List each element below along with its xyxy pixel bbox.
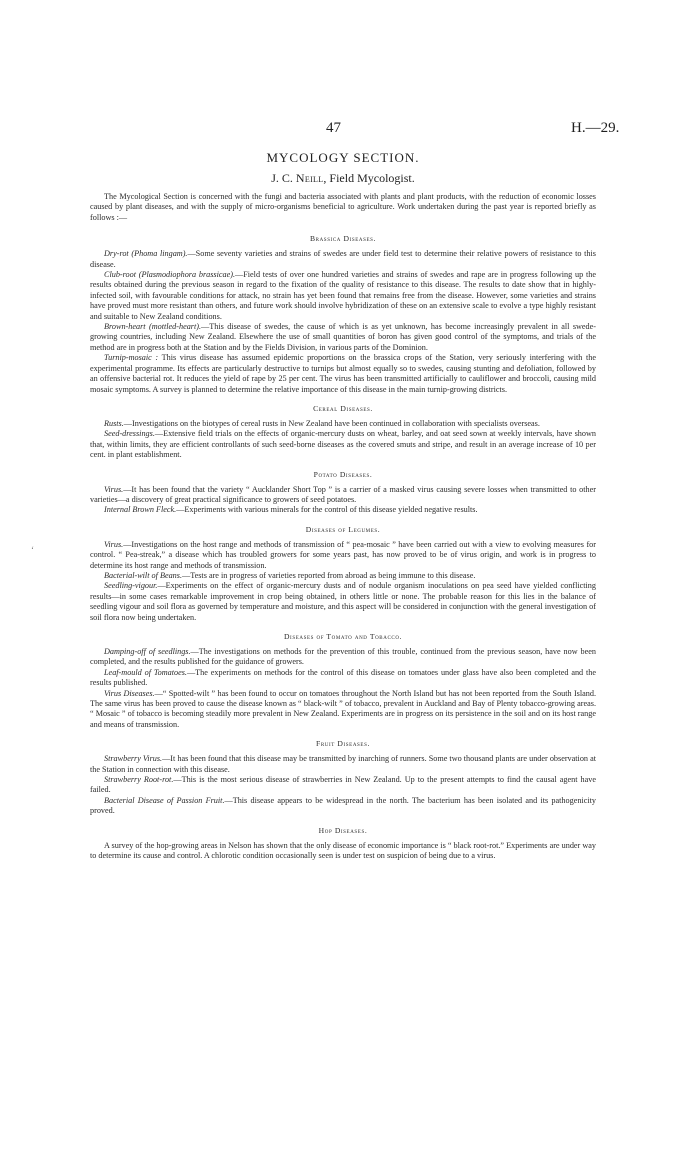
body-paragraph	[90, 322, 596, 353]
body-paragraph	[90, 796, 596, 817]
paragraph-lead: Leaf-mould of Tomatoes.	[104, 667, 187, 677]
paragraph-text: —Some seventy varieties and strains of swedes are under field test to determine their relative powers of resistance to this disease.	[90, 249, 596, 269]
section-heading: Diseases of Tomato and Tobacco.	[283, 632, 403, 641]
body-paragraph	[90, 249, 596, 270]
body-paragraph	[90, 647, 596, 668]
section-heading: Fruit Diseases.	[316, 739, 370, 749]
author-initials: J. C.	[271, 171, 293, 185]
paragraph-lead: Virus Diseases.	[104, 688, 155, 698]
paragraph-lead: Bacterial-wilt of Beans.	[104, 570, 182, 580]
paragraph-lead: Bacterial Disease of Passion Fruit.	[104, 795, 225, 805]
paragraph-lead: Rusts.	[104, 418, 124, 428]
section-heading: Potato Diseases.	[313, 469, 373, 479]
author-line	[90, 171, 596, 186]
paragraph-lead: Turnip-mosaic :	[104, 353, 159, 363]
author-surname: Neill	[295, 171, 324, 185]
section-heading: Diseases of Legumes.	[305, 524, 381, 534]
paragraph-lead: Brown-heart (mottled-heart).	[104, 322, 202, 332]
body-paragraph	[90, 270, 596, 322]
paragraph-lead: Seedling-vigour.	[104, 581, 158, 591]
body-paragraph	[90, 540, 596, 571]
paragraph-lead: Club-root (Plasmodiophora brassicae).	[104, 270, 236, 280]
paragraph-text: —This is the most serious disease of strawberries in New Zealand. Up to the present attempts to find the causal agent have failed.	[90, 775, 596, 795]
body-paragraph	[90, 505, 596, 515]
body-paragraph	[90, 419, 596, 429]
paragraph-text: —The experiments on methods for the control of this disease on tomatoes under glass have also been completed and the results published.	[90, 667, 596, 688]
paragraph-text: —Experiments on the effect of organic-mercury dusts and of nodule organism inoculations on pea seed have yielded conflicting results—in some cases remarkable improvement in crop being obtained, in others little or none. The probable reason for this lies in the balance of seedling vigour and soil flora as governed by temperature and moisture, and this aspect will be considered in conjunction with the general investigation of soil flora now being undertaken.	[90, 581, 596, 622]
paragraph-text: —Extensive field trials on the effects of organic-mercury dusts on wheat, barley, and oat seed sown at weekly intervals, have shown that, within limits, they are efficient controllants of such seed-borne diseases as the covered smuts and stripe, and result in an average increase of 10 per cent. in plant establishment.	[90, 429, 596, 460]
paragraph-lead: Virus.	[104, 539, 124, 549]
report-code: H.—29.	[571, 120, 620, 136]
body-paragraph	[90, 581, 596, 623]
paragraph-text: A survey of the hop-growing areas in Nelson has shown that the only disease of economic importance is “ black root-rot.” Experiments are under way to determine its cause and control. A chlorotic condition occasionally seen is under test on suspicion of being due to a virus.	[90, 840, 596, 861]
body-paragraph	[90, 353, 596, 395]
section-heading: Hop Diseases.	[318, 825, 368, 835]
paragraph-text: —Experiments with various minerals for the control of this disease yielded negative results.	[176, 505, 478, 515]
paragraph-text: —Investigations on the host range and methods of transmission of “ pea-mosaic ” have been carried out with a view to evolving measures for control. “ Pea-streak,” a disease which has troubled growers for some years past, has now proved to be of virus origin, and work is in progress to determine its host range and methods of transmission.	[90, 539, 596, 570]
paragraph-text: —Investigations on the biotypes of cereal rusts in New Zealand have been continued in collaboration with specialists overseas.	[123, 418, 540, 428]
paragraph-text: —It has been found that the variety “ Aucklander Short Top ” is a carrier of a masked virus causing severe losses when transmitted to other varieties—a discovery of great practical significance to growers of seed potatoes.	[90, 484, 596, 504]
section-heading: Cereal Diseases.	[313, 403, 373, 413]
paragraph-text: —This disease of swedes, the cause of which is as yet unknown, has become increasingly prevalent in all swede-growing countries, including New Zealand. Elsewhere the use of small quantities of boron has given good control of the symptoms, and trials of the method are in progress both at the Station and by the Fields Division, in various parts of the Dominion.	[90, 322, 597, 352]
document-body	[90, 150, 596, 862]
section-title: MYCOLOGY SECTION.	[266, 150, 420, 165]
paragraph-text: —It has been found that this disease may be transmitted by inarching of runners. Some two thousand plants are under observation at the Station in connection with this disease.	[90, 754, 596, 774]
paragraph-lead: Strawberry Virus.	[104, 754, 163, 764]
paragraph-text: —This disease appears to be widespread in the north. The bacterium has been isolated and its pathogenicity proved.	[90, 795, 596, 816]
paragraph-lead: Strawberry Root-rot.	[104, 775, 174, 785]
intro-paragraph: The Mycological Section is concerned with the fungi and bacteria associated with plants and plant products, with the reduction of economic losses caused by plant diseases, and with the supply of micro-organisms beneficial to agriculture. Work undertaken during the past year is reported briefly as follows :—	[90, 192, 596, 222]
section-heading: Brassica Diseases.	[310, 234, 376, 244]
body-paragraph	[90, 485, 596, 506]
paragraph-text: —Tests are in progress of varieties reported from abroad as being immune to this disease.	[182, 570, 476, 580]
body-paragraph	[90, 571, 596, 581]
paragraph-text: —The investigations on methods for the prevention of this trouble, continued from the previous season, have now been completed, and the results published for the guidance of growers.	[90, 647, 596, 667]
body-paragraph	[90, 668, 596, 689]
paragraph-lead: Virus.	[104, 484, 124, 494]
page-number: 47	[326, 120, 341, 136]
paragraph-text: —“ Spotted-wilt ” has been found to occur on tomatoes throughout the North Island but has not been reported from the South Island. The same virus has been proved to cause the disease known as “ black-wilt ” of tobacco, prevalent in Auckland and Bay of Plenty tobacco-growing areas. “ Mosaic ” of tobacco is becoming steadily more prevalent in New Zealand. Experiments are in progress on its persistence in the soil and on its host range and means of transmission.	[90, 688, 596, 729]
body-paragraph	[90, 429, 596, 460]
paragraph-lead: Damping-off of seedlings.	[104, 647, 191, 656]
paragraph-lead: Internal Brown Fleck.	[104, 505, 177, 515]
paragraph-text: This virus disease has assumed epidemic proportions on the brassica crops of the Station, very seriously interfering with the experimental programme. Its effects are particularly destructive to turnips but almost equally so to swedes, causing stunting and defoliation, followed by an offensive bacterial rot. It reduces the yield of rape by 25 per cent. The virus has been transmitted artificially to cauliflower and broccoli, causing mild mosaic symptoms. A survey is planned to determine the relative importance of this disease in the main turnip-growing districts.	[90, 353, 596, 394]
paragraph-lead: Dry-rot (Phoma lingam).	[104, 249, 188, 259]
paragraph-text: —Field tests of over one hundred varieties and strains of swedes and rape are in progress following up the results obtained during the previous season in regard to the fixation of the quality of resistance to this disease. The results to date show that in highly-infected soil, with favourable conditions for attack, no strain has yet been found that remains free from the disease. However, some varieties and strains have proved must more resistant than others, and future work should involve hybridization of these on an extensive scale to evolve a type highly resistant and suitable to New Zealand conditions.	[90, 270, 596, 321]
margin-mark: ‘	[31, 545, 34, 555]
body-paragraph	[90, 775, 596, 796]
sections-container	[90, 234, 596, 861]
body-paragraph	[90, 689, 596, 731]
body-paragraph	[90, 841, 596, 862]
body-paragraph	[90, 754, 596, 775]
paragraph-lead: Seed-dressings.	[104, 429, 155, 439]
author-role: , Field Mycologist.	[323, 171, 415, 185]
